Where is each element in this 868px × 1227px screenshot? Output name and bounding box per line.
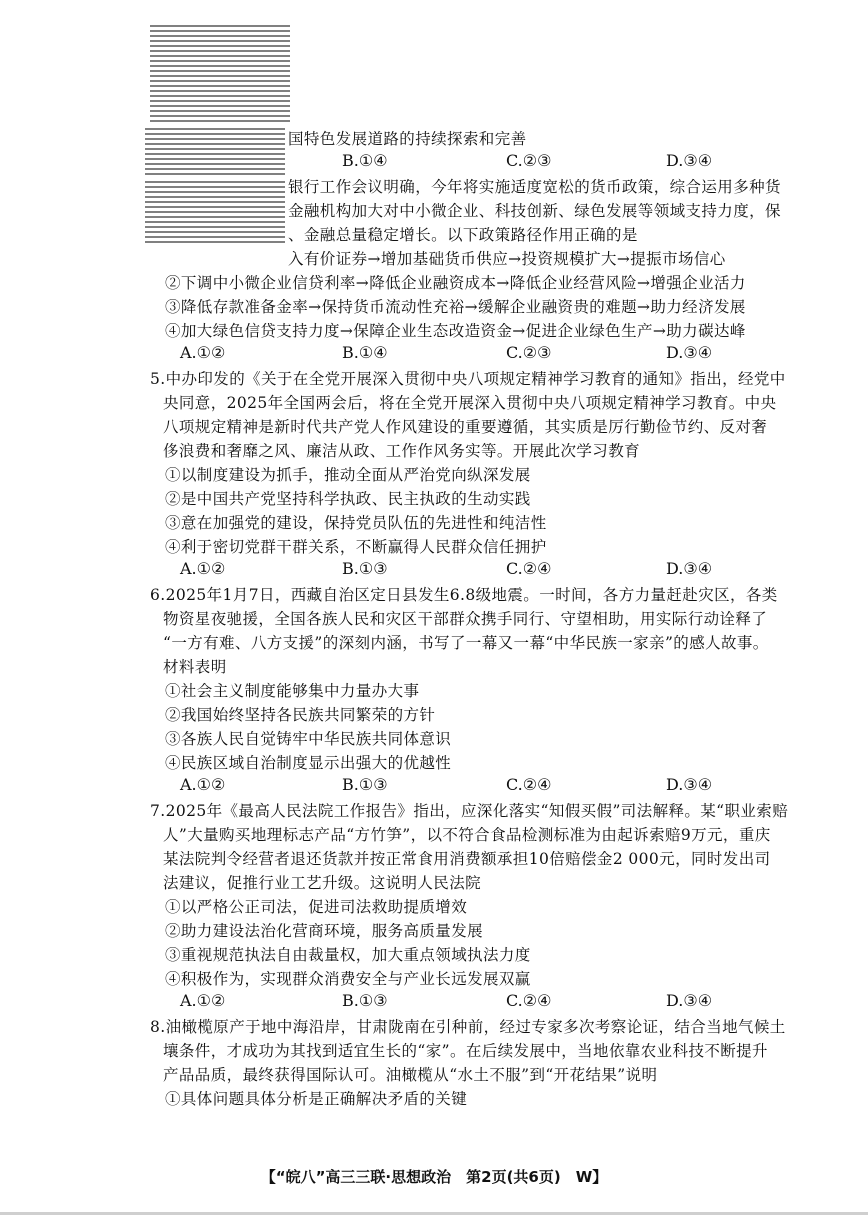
q7-option-c: C.②④ [506, 991, 552, 1010]
q6-choice-3: ③各族人民自觉铸牢中华民族共同体意识 [165, 730, 452, 748]
q4-line-4: 入有价证券→增加基础货币供应→投资规模扩大→提振市场信心 [288, 250, 726, 268]
q8-line-1: 8.油橄榄原产于地中海沿岸，甘肃陇南在引种前，经过专家多次考察论证，结合当地气候土 [150, 1018, 786, 1036]
q5-option-b: B.①③ [342, 559, 388, 578]
q6-option-a: A.①② [180, 775, 226, 794]
q3-option-d: D.③④ [666, 151, 713, 170]
q5-choice-3: ③意在加强党的建设，保持党员队伍的先进性和纯洁性 [165, 514, 547, 532]
q7-option-a: A.①② [180, 991, 226, 1010]
page-footer: 【“皖八”高三三联·思想政治 第2页(共6页) W】 [260, 1168, 608, 1186]
q7-choice-4: ④积极作为，实现群众消费安全与产业长远发展双赢 [165, 970, 531, 988]
q8-line-2: 壤条件，才成功为其找到适宜生长的“家”。在后续发展中，当地依靠农业科技不断提升 [163, 1042, 768, 1060]
q6-choice-2: ②我国始终坚持各民族共同繁荣的方针 [165, 706, 436, 724]
q8-line-3: 产品品质，最终获得国际认可。油橄榄从“水土不服”到“开花结果”说明 [163, 1066, 658, 1084]
q5-choice-2: ②是中国共产党坚持科学执政、民主执政的生动实践 [165, 490, 531, 508]
q7-choice-2: ②助力建设法治化营商环境，服务高质量发展 [165, 922, 484, 940]
q5-option-d: D.③④ [666, 559, 713, 578]
q5-choice-4: ④利于密切党群干群关系，不断赢得人民群众信任拥护 [165, 538, 547, 556]
q4-line-5: ②下调中小微企业信贷利率→降低企业融资成本→降低企业经营风险→增强企业活力 [165, 274, 746, 292]
q5-choice-1: ①以制度建设为抓手，推动全面从严治党向纵深发展 [165, 466, 531, 484]
bottom-scan-edge [0, 1212, 868, 1215]
q4-line-3: 、金融总量稳定增长。以下政策路径作用正确的是 [288, 226, 638, 244]
q7-line-4: 法建议，促推行业工艺升级。这说明人民法院 [163, 874, 482, 892]
q5-option-c: C.②④ [506, 559, 552, 578]
q4-option-d: D.③④ [666, 343, 713, 362]
q5-line-4: 侈浪费和奢靡之风、廉洁从政、工作作风务实等。开展此次学习教育 [163, 442, 641, 460]
q4-option-b: B.①④ [342, 343, 388, 362]
q7-option-d: D.③④ [666, 991, 713, 1010]
q3-continued-line: 国特色发展道路的持续探索和完善 [288, 130, 527, 148]
q4-line-1: 银行工作会议明确，今年将实施适度宽松的货币政策，综合运用多种货 [288, 178, 781, 196]
redacted-region-top [150, 22, 290, 122]
q7-line-2: 人”大量购买地理标志产品“方竹笋”，以不符合食品检测标准为由起诉索赔9万元，重庆 [163, 826, 771, 844]
q6-line-1: 6.2025年1月7日，西藏自治区定日县发生6.8级地震。一时间，各方力量赶赴灾区，各类 [150, 586, 778, 604]
q4-option-c: C.②③ [506, 343, 552, 362]
q5-line-1: 5.中办印发的《关于在全党开展深入贯彻中央八项规定精神学习教育的通知》指出，经党中 [150, 370, 786, 388]
q5-option-a: A.①② [180, 559, 226, 578]
q5-line-3: 八项规定精神是新时代共产党人作风建设的重要遵循，其实质是厉行勤俭节约、反对奢 [163, 418, 768, 436]
q4-option-a: A.①② [180, 343, 226, 362]
q7-option-b: B.①③ [342, 991, 388, 1010]
redacted-region-middle [145, 125, 285, 175]
q7-line-3: 某法院判令经营者退还货款并按正常食用消费额承担10倍赔偿金2 000元，同时发出司 [163, 850, 771, 868]
redacted-region-lower [145, 178, 285, 243]
q7-choice-3: ③重视规范执法自由裁量权，加大重点领域执法力度 [165, 946, 531, 964]
q5-line-2: 央同意，2025年全国两会后，将在全党开展深入贯彻中央八项规定精神学习教育。中央 [163, 394, 777, 412]
q6-line-2: 物资星夜驰援，全国各族人民和灾区干部群众携手同行、守望相助，用实际行动诠释了 [163, 610, 768, 628]
q6-option-d: D.③④ [666, 775, 713, 794]
q7-line-1: 7.2025年《最高人民法院工作报告》指出，应深化落实“知假买假”司法解释。某“职业索赔 [150, 802, 789, 820]
q6-choice-1: ①社会主义制度能够集中力量办大事 [165, 682, 420, 700]
q6-line-3: “一方有难、八方支援”的深刻内涵，书写了一幕又一幕“中华民族一家亲”的感人故事。 [163, 634, 769, 652]
q6-line-4: 材料表明 [163, 658, 227, 676]
q6-choice-4: ④民族区域自治制度显示出强大的优越性 [165, 754, 452, 772]
q8-choice-1: ①具体问题具体分析是正确解决矛盾的关键 [165, 1090, 468, 1108]
q4-line-2: 金融机构加大对中小微企业、科技创新、绿色发展等领域支持力度，保 [288, 202, 781, 220]
q3-option-c: C.②③ [506, 151, 552, 170]
q6-option-b: B.①③ [342, 775, 388, 794]
q4-line-7: ④加大绿色信贷支持力度→保障企业生态改造资金→促进企业绿色生产→助力碳达峰 [165, 322, 746, 340]
q7-choice-1: ①以严格公正司法，促进司法救助提质增效 [165, 898, 468, 916]
q3-option-b: B.①④ [342, 151, 388, 170]
q6-option-c: C.②④ [506, 775, 552, 794]
q4-line-6: ③降低存款准备金率→保持货币流动性充裕→缓解企业融资贵的难题→助力经济发展 [165, 298, 746, 316]
